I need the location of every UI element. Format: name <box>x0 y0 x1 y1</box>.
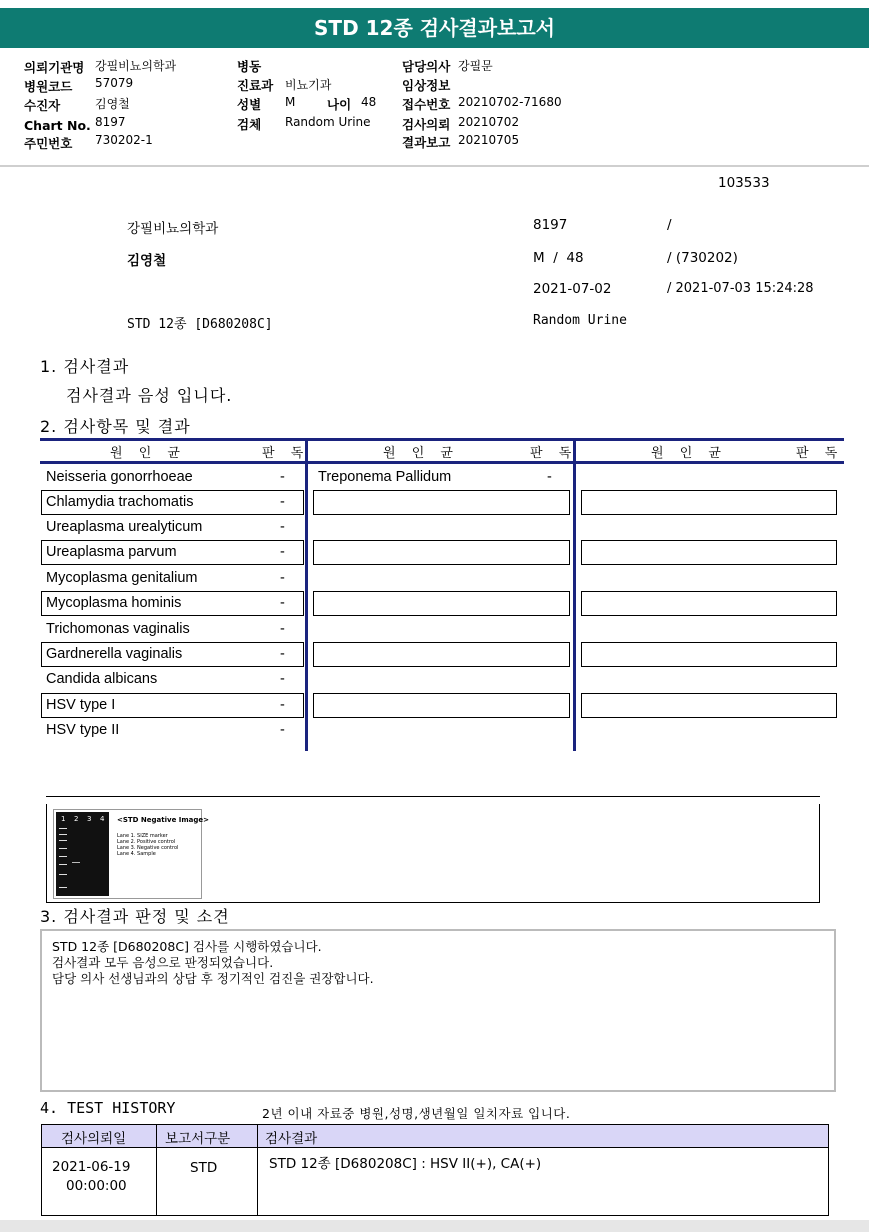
lane-number: 2 <box>74 815 79 823</box>
organism-result: - <box>280 671 285 687</box>
bottom-bar <box>0 1220 869 1232</box>
header-label: 검사의뢰 <box>402 117 451 132</box>
organism-result: - <box>280 697 285 713</box>
table-divider-2 <box>573 438 576 751</box>
header-label: 주민번호 <box>24 136 73 151</box>
doctor-name: 강필문 <box>458 59 493 73</box>
row-box <box>313 540 570 565</box>
info-request-date: 2021-07-02 <box>533 281 612 297</box>
info-test-name: STD 12종 [D680208C] <box>127 317 273 332</box>
section3-title: 3. 검사결과 판정 및 소견 <box>40 907 230 926</box>
organism-result: - <box>280 519 285 535</box>
organism-result: - <box>280 621 285 637</box>
header-label: 검체 <box>237 117 262 132</box>
col1-result-header: 판 독 <box>262 446 310 461</box>
row-box <box>313 693 570 718</box>
header-label: 병원코드 <box>24 79 73 94</box>
organism-result: - <box>280 570 285 586</box>
header-label: 담당의사 <box>402 59 451 74</box>
history-header-date: 검사의뢰일 <box>61 1131 127 1147</box>
organism-name: Neisseria gonorrhoeae <box>46 469 193 485</box>
hospital-name: 강필비뇨의학과 <box>95 59 177 73</box>
resident-number: 730202-1 <box>95 133 153 147</box>
organism-name: Candida albicans <box>46 671 158 687</box>
organism-name: HSV type I <box>46 697 116 713</box>
organism-result: - <box>547 469 552 485</box>
patient-name: 김영철 <box>95 97 130 111</box>
history-type: STD <box>190 1160 218 1176</box>
history-header-type: 보고서구분 <box>165 1131 231 1147</box>
history-date: 2021-06-19 <box>52 1159 131 1175</box>
row-box <box>581 642 837 667</box>
organism-result: - <box>280 544 285 560</box>
header-label: 접수번호 <box>402 97 451 112</box>
image-top-rule <box>46 796 820 797</box>
history-result: STD 12종 [D680208C] : HSV II(+), CA(+) <box>269 1156 542 1172</box>
col3-organism-header: 원 인 균 <box>651 446 727 461</box>
table-header-line <box>40 461 844 464</box>
row-box <box>581 540 837 565</box>
row-box <box>313 490 570 515</box>
receipt-number: 20210702-71680 <box>458 95 562 109</box>
header-label: 병동 <box>237 59 262 74</box>
organism-result: - <box>280 646 285 662</box>
history-col-divider <box>257 1124 258 1216</box>
report-code: 103533 <box>718 175 770 191</box>
table-divider-1 <box>305 438 308 751</box>
row-box <box>313 642 570 667</box>
header-label: 임상정보 <box>402 78 451 93</box>
report-title: STD 12종 검사결과보고서 <box>0 8 869 48</box>
organism-result: - <box>280 722 285 738</box>
hospital-code: 57079 <box>95 76 134 90</box>
lane-number: 3 <box>87 815 92 823</box>
chart-number: 8197 <box>95 115 126 129</box>
header-label: 수진자 <box>24 98 61 113</box>
specimen: Random Urine <box>285 115 371 129</box>
row-box <box>313 591 570 616</box>
row-box <box>581 591 837 616</box>
organism-name: Ureaplasma parvum <box>46 544 177 560</box>
info-hospital: 강필비뇨의학과 <box>127 221 219 237</box>
gel-legend-item: Lane 2. Positive control <box>117 839 176 845</box>
row-box <box>581 490 837 515</box>
history-header-result: 검사결과 <box>265 1131 318 1147</box>
lane-number: 1 <box>61 815 66 823</box>
organism-name: Ureaplasma urealyticum <box>46 519 203 535</box>
organism-name: HSV type II <box>46 722 120 738</box>
header-label: 진료과 <box>237 78 274 93</box>
request-date: 20210702 <box>458 115 520 129</box>
organism-name: Treponema Pallidum <box>318 469 452 485</box>
opinion-line: STD 12종 [D680208C] 검사를 시행하였습니다. <box>52 939 322 954</box>
header-divider <box>0 165 869 167</box>
section2-title: 2. 검사항목 및 결과 <box>40 417 191 436</box>
report-date: 20210705 <box>458 133 520 147</box>
opinion-line: 담당 의사 선생님과의 상담 후 정기적인 검진을 권장합니다. <box>52 971 374 986</box>
organism-name: Chlamydia trachomatis <box>46 494 194 510</box>
col3-result-header: 판 독 <box>796 446 844 461</box>
gel-legend-item: Lane 3. Negative control <box>117 845 179 851</box>
history-note: 2년 이내 자료중 병원,성명,생년월일 일치자료 입니다. <box>262 1106 571 1121</box>
organism-name: Mycoplasma genitalium <box>46 570 198 586</box>
sex: M <box>285 95 296 109</box>
gel-legend-item: Lane 4. Sample <box>117 851 156 857</box>
section1-result-text: 검사결과 음성 입니다. <box>66 386 233 405</box>
age-value: 48 <box>361 95 377 109</box>
row-box <box>581 693 837 718</box>
gel-image-title: <STD Negative Image> <box>117 816 210 824</box>
info-id-part: / (730202) <box>667 250 738 266</box>
organism-result: - <box>280 469 285 485</box>
gel-legend-item: Lane 1. SIZE marker <box>117 833 168 839</box>
history-table-header <box>41 1124 829 1148</box>
header-label: 결과보고 <box>402 135 451 150</box>
organism-result: - <box>280 595 285 611</box>
history-col-divider <box>156 1124 157 1216</box>
info-chart-no: 8197 <box>533 217 568 233</box>
info-report-datetime: / 2021-07-03 15:24:28 <box>667 281 814 296</box>
organism-name: Trichomonas vaginalis <box>46 621 190 637</box>
info-patient: 김영철 <box>127 253 167 269</box>
header-label: Chart No. <box>24 118 91 133</box>
section4-title: 4. TEST HISTORY <box>40 1099 176 1117</box>
table-top-line <box>40 438 844 441</box>
header-label: 성별 <box>237 97 262 112</box>
gel-legend <box>117 833 178 857</box>
department: 비뇨기과 <box>285 78 332 92</box>
lane-number: 4 <box>100 815 105 823</box>
col2-result-header: 판 독 <box>530 446 578 461</box>
organism-name: Gardnerella vaginalis <box>46 646 183 662</box>
age-label: 나이 <box>327 97 352 112</box>
organism-name: Mycoplasma hominis <box>46 595 182 611</box>
opinion-line: 검사결과 모두 음성으로 판정되었습니다. <box>52 955 274 970</box>
col1-organism-header: 원 인 균 <box>110 446 186 461</box>
organism-result: - <box>280 494 285 510</box>
header-label: 의뢰기관명 <box>24 60 85 75</box>
gel-lanes-icon <box>56 812 109 896</box>
info-slash: / <box>667 217 672 233</box>
section1-title: 1. 검사결과 <box>40 357 130 376</box>
history-time: 00:00:00 <box>66 1178 127 1194</box>
info-sex-age: M / 48 <box>533 250 584 266</box>
info-specimen: Random Urine <box>533 313 627 328</box>
col2-organism-header: 원 인 균 <box>383 446 459 461</box>
